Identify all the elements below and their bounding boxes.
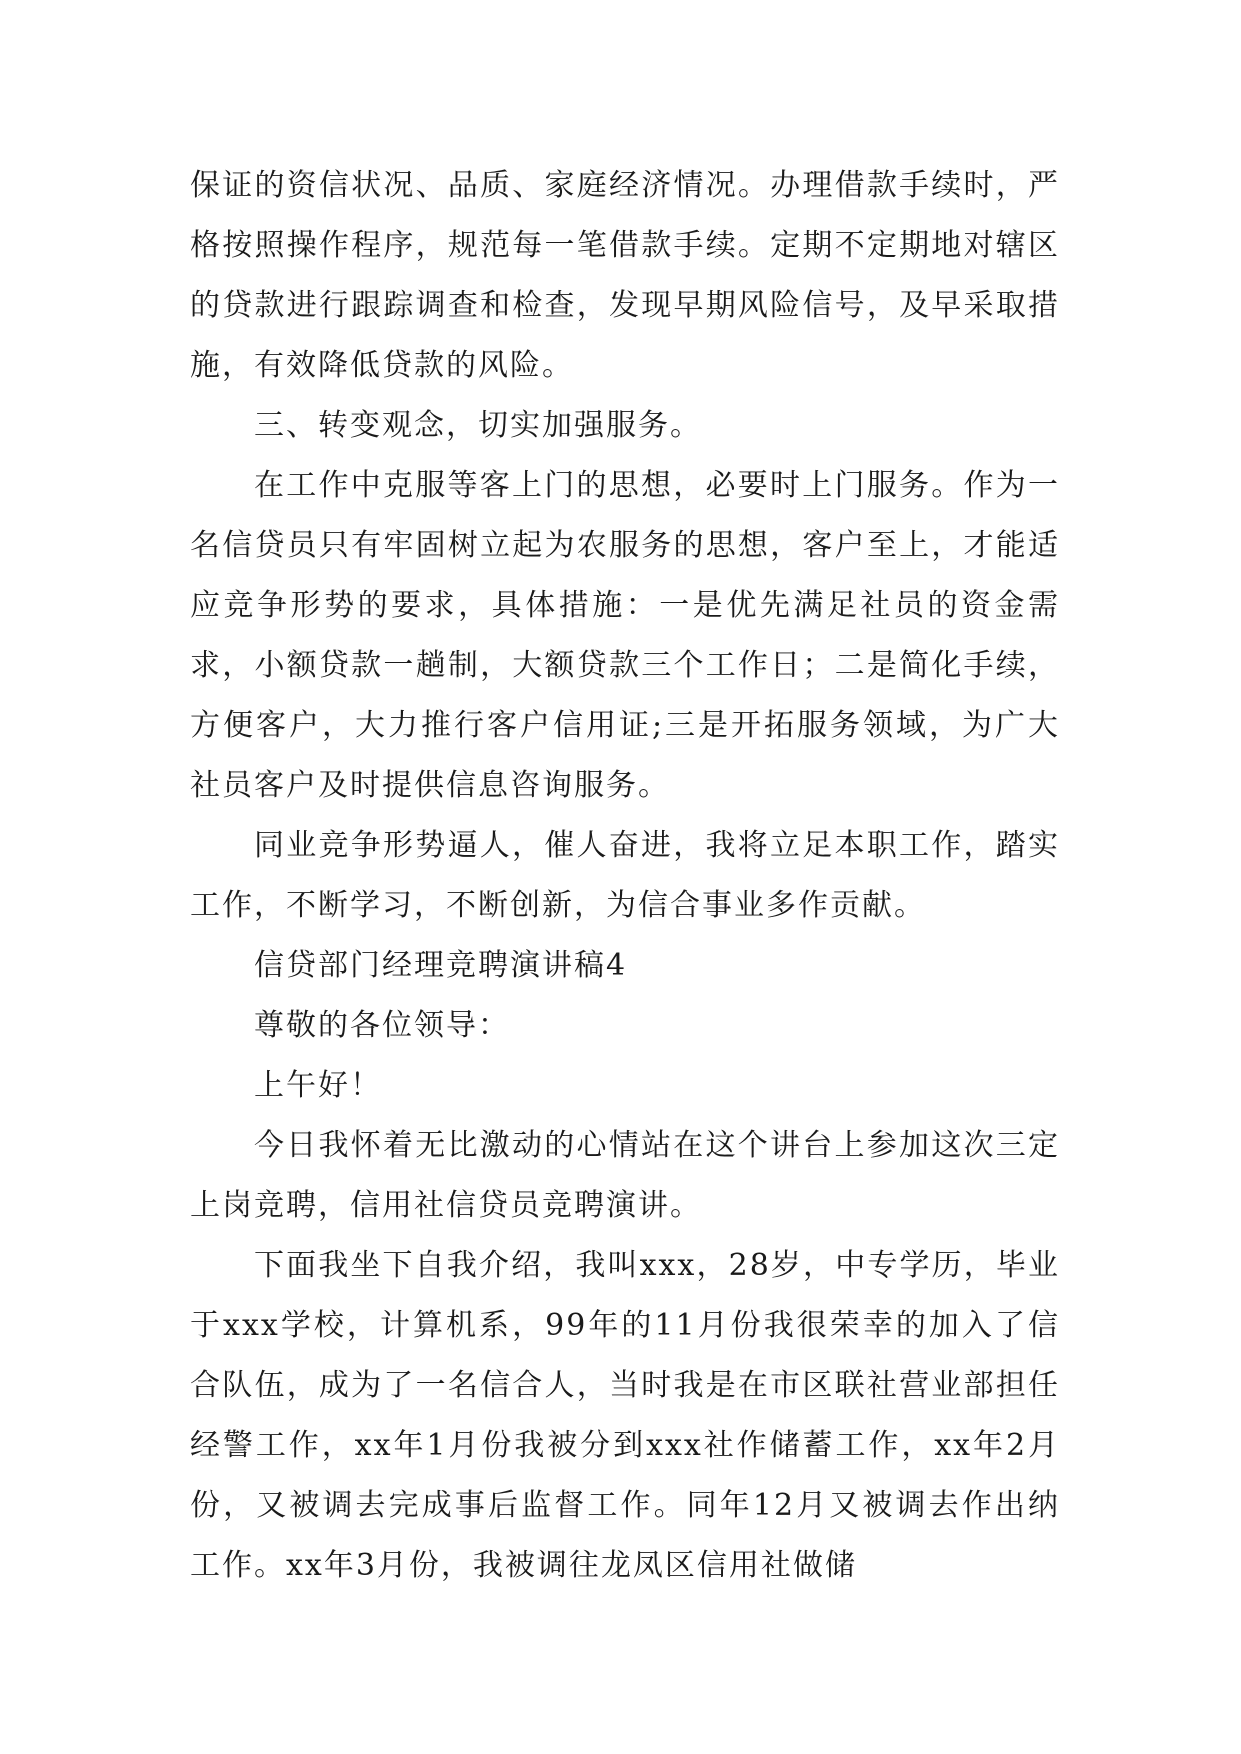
paragraph-4: 今日我怀着无比激动的心情站在这个讲台上参加这次三定上岗竞聘，信用社信贷员竞聘演讲。	[190, 1128, 1060, 1223]
section-heading-3: 三、转变观念，切实加强服务。	[254, 408, 702, 443]
document-title-4: 信贷部门经理竞聘演讲稿4	[254, 948, 628, 983]
greeting: 上午好！	[254, 1068, 382, 1103]
document-body	[190, 156, 1060, 1596]
paragraph-1: 保证的资信状况、品质、家庭经济情况。办理借款手续时，严格按照操作程序，规范每一笔借款手续。定期不定期地对辖区的贷款进行跟踪调查和检查，发现早期风险信号，及早采取措施，有效降低贷款的风险。	[190, 168, 1060, 383]
paragraph-2: 在工作中克服等客上门的思想，必要时上门服务。作为一名信贷员只有牢固树立起为农服务的思想，客户至上，才能适应竞争形势的要求，具体措施：一是优先满足社员的资金需求，小额贷款一趟制，大额贷款三个工作日；二是简化手续，方便客户，大力推行客户信用证;三是开拓服务领域，为广大社员客户及时提供信息咨询服务。	[190, 468, 1060, 803]
paragraph-3: 同业竞争形势逼人，催人奋进，我将立足本职工作，踏实工作，不断学习，不断创新，为信合事业多作贡献。	[190, 828, 1060, 923]
paragraph-5: 下面我坐下自我介绍，我叫xxx，28岁，中专学历，毕业于xxx学校，计算机系，99年的11月份我很荣幸的加入了信合队伍，成为了一名信合人，当时我是在市区联社营业部担任经警工作，xx年1月份我被分到xxx社作储蓄工作，xx年2月份，又被调去完成事后监督工作。同年12月又被调去作出纳工作。xx年3月份，我被调往龙凤区信用社做储	[190, 1248, 1060, 1583]
salutation: 尊敬的各位领导：	[254, 1008, 510, 1043]
